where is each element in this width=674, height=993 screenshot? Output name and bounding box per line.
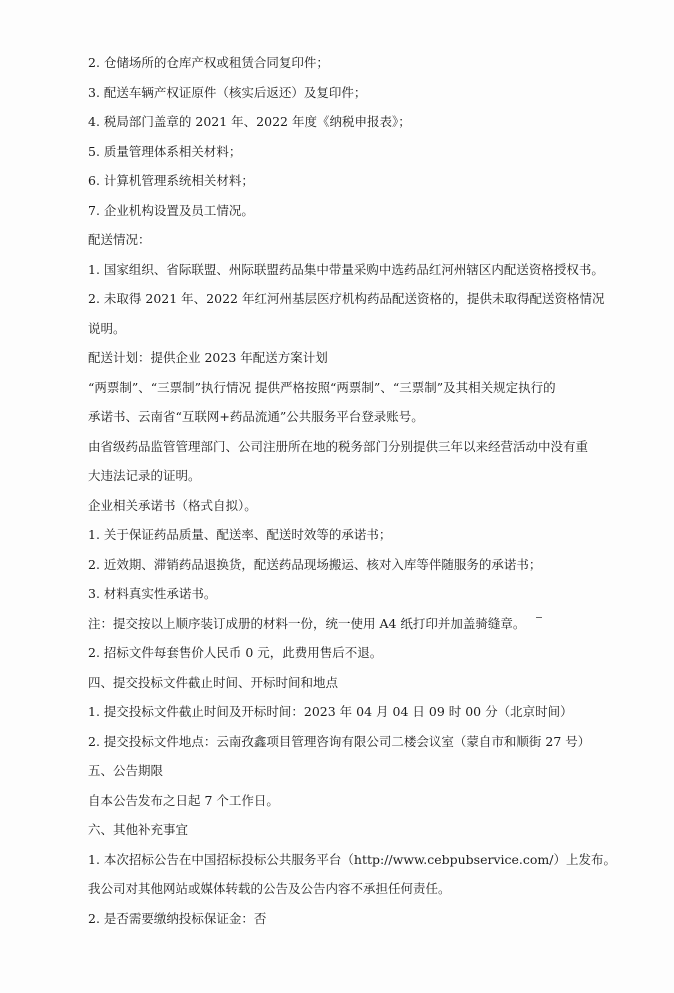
- text-line: 大违法记录的证明。: [88, 468, 201, 483]
- text-line: 承诺书、云南省“互联网+药品流通”公共服务平台登录账号。: [88, 409, 424, 424]
- text-line: 6. 计算机管理系统相关材料；: [88, 173, 254, 188]
- section-heading: 六、其他补充事宜: [88, 822, 189, 837]
- section-label: 企业相关承诺书（格式自拟）。: [88, 497, 257, 513]
- section-heading: 四、提交投标文件截止时间、开标时间和地点: [88, 674, 339, 690]
- text-line: 2. 提交投标文件地点：云南孜鑫项目管理咨询有限公司二楼会议室（蒙自市和顺街 27 号）: [88, 733, 591, 749]
- text-line: 7. 企业机构设置及员工情况。: [88, 202, 254, 218]
- text-line: 2. 未取得 2021 年、2022 年红河州基层医疗机构药品配送资格的，提供未取得配送资格情况: [88, 291, 605, 306]
- text-line: 2. 招标文件每套售价人民币 0 元，此费用售后不退。: [88, 645, 383, 660]
- text-line: 2. 仓储场所的仓库产权或租赁合同复印件；: [88, 55, 329, 70]
- text-line: 1. 国家组织、省际联盟、州际联盟药品集中带量采购中选药品红河州辖区内配送资格授权书。: [88, 261, 604, 277]
- text-line: 自本公告发布之日起 7 个工作日。: [88, 792, 279, 808]
- section-heading: 五、公告期限: [88, 763, 164, 778]
- text-line: 由省级药品监管管理部门、公司注册所在地的税务部门分别提供三年以来经营活动中没有重: [88, 438, 589, 454]
- text-line: 2. 是否需要缴纳投标保证金：否: [88, 910, 267, 926]
- scan-mark: [536, 617, 542, 618]
- text-line: 1. 本次招标公告在中国招标投标公共服务平台（http://www.cebpubservice.com/）上发布。: [88, 851, 616, 867]
- text-line: 4. 税局部门盖章的 2021 年、2022 年度《纳税申报表》；: [88, 114, 411, 129]
- text-line: 2. 近效期、滞销药品退换货，配送药品现场搬运、核对入库等伴随服务的承诺书；: [88, 556, 542, 572]
- document-body: [88, 48, 618, 933]
- text-line: 3. 材料真实性承诺书。: [88, 586, 217, 601]
- text-line: 1. 关于保证药品质量、配送率、配送时效等的承诺书；: [88, 527, 392, 542]
- section-label: 配送计划：提供企业 2023 年配送方案计划: [88, 350, 328, 365]
- text-line: 5. 质量管理体系相关材料；: [88, 143, 242, 159]
- text-line: “两票制”、“三票制”执行情况 提供严格按照“两票制”、“三票制”及其相关规定执行的: [88, 379, 556, 395]
- note-line: 注：提交按以上顺序装订成册的材料一份，统一使用 A4 纸打印并加盖骑缝章。: [88, 615, 526, 631]
- text-line: 1. 提交投标文件截止时间及开标时间：2023 年 04 月 04 日 09 时 00 分（北京时间）: [88, 704, 573, 719]
- text-line: 我公司对其他网站或媒体转载的公告及公告内容不承担任何责任。: [88, 881, 451, 896]
- text-line: 3. 配送车辆产权证原件（核实后返还）及复印件；: [88, 84, 367, 100]
- text-line: 说明。: [88, 320, 126, 336]
- section-label: 配送情况：: [88, 232, 151, 247]
